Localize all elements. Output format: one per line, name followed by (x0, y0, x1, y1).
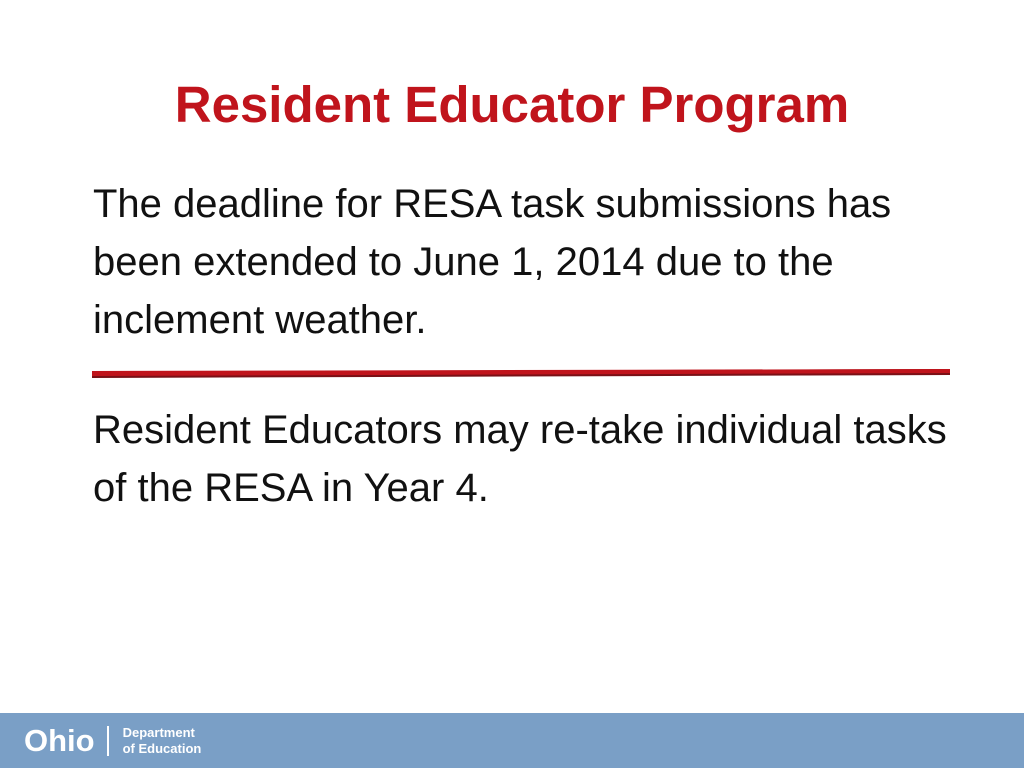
logo-separator (107, 726, 109, 756)
paragraph-deadline: The deadline for RESA task submissions has been extended to June 1, 2014 due to the inclement weather. (93, 182, 892, 342)
department-label (123, 725, 202, 757)
slide-title: Resident Educator Program (174, 76, 850, 133)
divider-line (92, 369, 950, 378)
footer-band (0, 713, 1024, 768)
ohio-wordmark: Ohio (24, 723, 95, 758)
department-line-1: Department (122, 725, 195, 740)
paragraph-retake: Resident Educators may re-take individual tasks of the RESA in Year 4. (93, 408, 947, 510)
ohio-education-logo (24, 721, 201, 761)
department-line-2: of Education (122, 741, 202, 756)
